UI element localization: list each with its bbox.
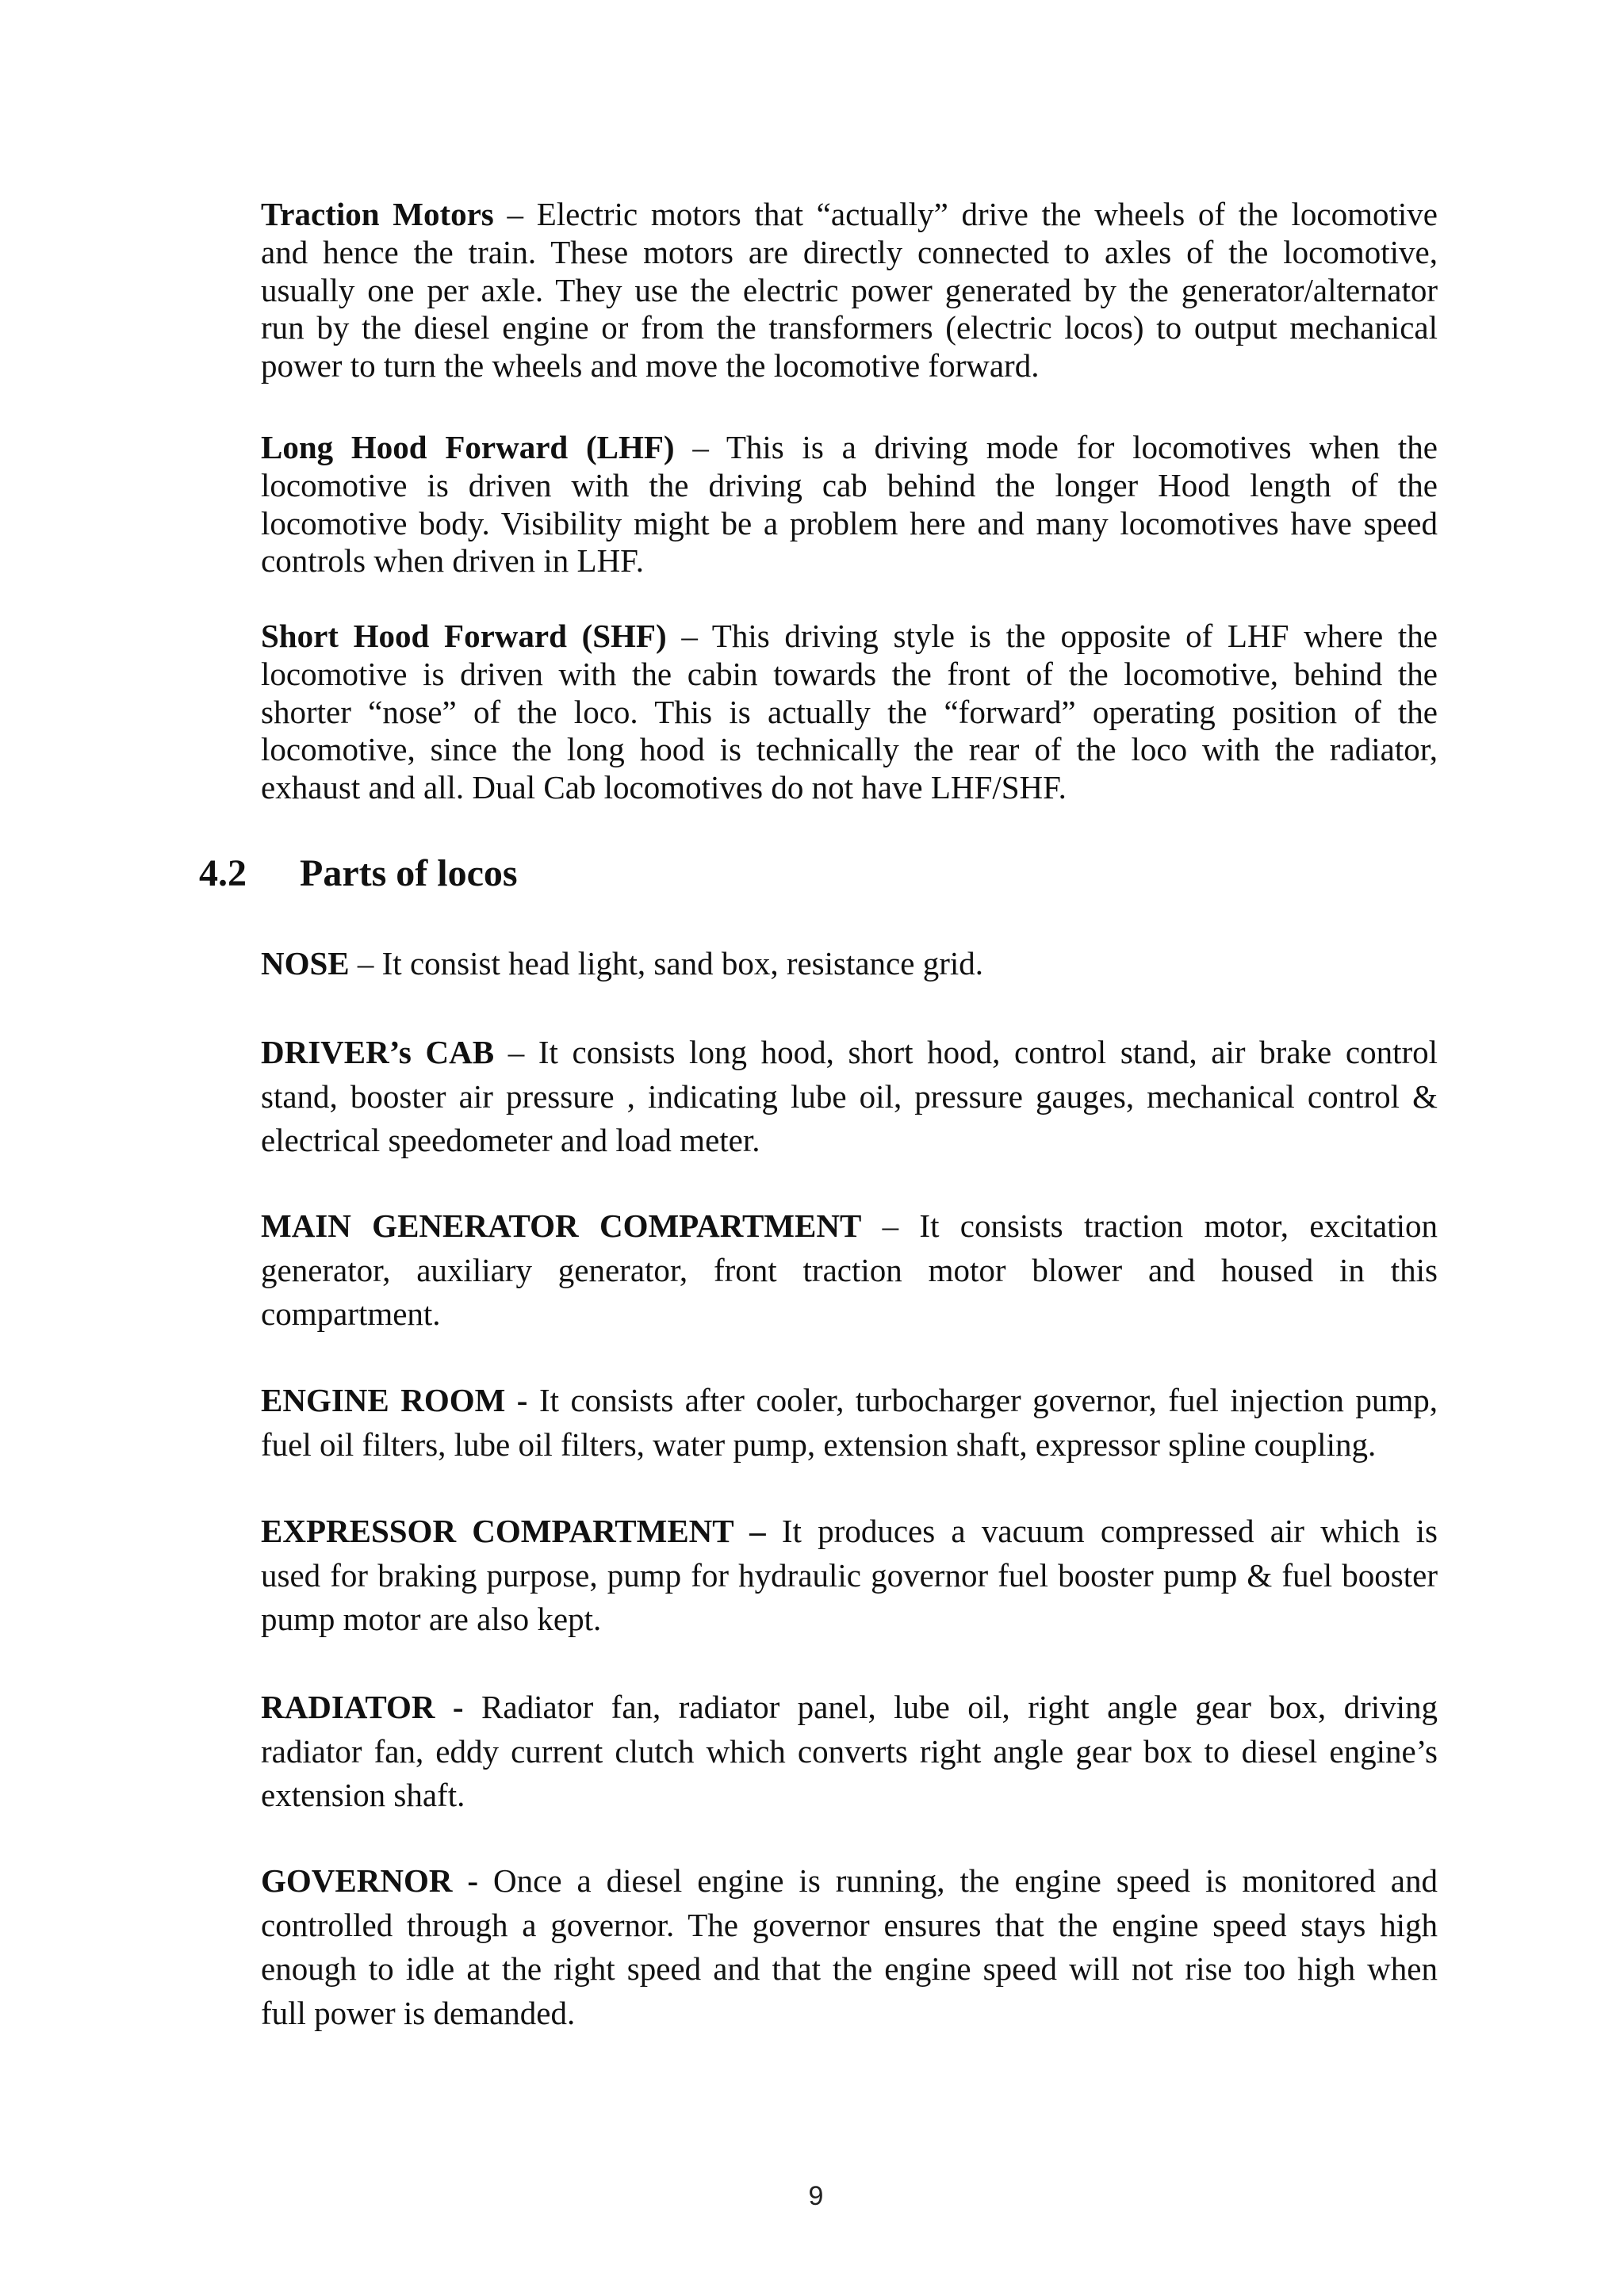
text-line — [261, 196, 1438, 234]
text-line — [261, 1379, 1438, 1423]
text-line-content: It produces a vacuum compressed air which is — [781, 1513, 1438, 1549]
text-line: locomotive is driven with the driving cab behind the longer Hood length of the — [261, 466, 1438, 503]
text-line: controlled through a governor. The governor ensures that the engine speed stays high — [261, 1906, 1438, 1943]
text-line: locomotive body. Visibility might be a problem here and many locomotives have speed — [261, 504, 1438, 541]
text-line — [261, 1204, 1438, 1249]
part-term: GOVERNOR - — [261, 1862, 479, 1899]
text-line: locomotive, since the long hood is technically the rear of the loco with the radiator, — [261, 731, 1438, 768]
part-term: DRIVER’s CAB — [261, 1034, 495, 1070]
text-line: fuel oil filters, lube oil filters, water pump, extension shaft, expressor spline coupling. — [261, 1425, 1377, 1463]
text-line-content: – It consists traction motor, excitation — [882, 1207, 1438, 1244]
definition-term: Short Hood Forward (SHF) — [261, 618, 667, 654]
text-line: power to turn the wheels and move the locomotive forward. — [261, 347, 1040, 385]
part-term: EXPRESSOR COMPARTMENT – — [261, 1513, 766, 1549]
text-line-content: Radiator fan, radiator panel, lube oil, right angle gear box, driving — [481, 1689, 1438, 1725]
text-line: shorter “nose” of the loco. This is actually the “forward” operating position of the — [261, 693, 1438, 730]
part-engine-room — [261, 1379, 1438, 1467]
text-line — [261, 942, 1438, 986]
text-line — [261, 618, 1438, 656]
text-line: generator, auxiliary generator, front traction motor blower and housed in this — [261, 1251, 1438, 1288]
text-line: enough to idle at the right speed and that the engine speed will not rise too high when — [261, 1950, 1438, 1988]
text-line-content: – It consists long hood, short hood, control stand, air brake control — [508, 1034, 1438, 1070]
part-main-generator-compartment — [261, 1204, 1438, 1337]
part-drivers-cab — [261, 1031, 1438, 1163]
text-line: compartment. — [261, 1295, 441, 1333]
part-nose — [261, 942, 1438, 986]
text-line-content: – This is a driving mode for locomotives when the — [692, 429, 1438, 465]
text-line: exhaust and all. Dual Cab locomotives do not have LHF/SHF. — [261, 769, 1067, 806]
text-line: run by the diesel engine or from the transformers (electric locos) to output mechanical — [261, 309, 1438, 346]
definition-term: Traction Motors — [261, 196, 494, 232]
text-line-content: – It consist head light, sand box, resistance grid. — [357, 945, 983, 982]
text-line-content: Once a diesel engine is running, the engine speed is monitored and — [493, 1862, 1438, 1899]
text-line: pump motor are also kept. — [261, 1601, 602, 1638]
text-line-content: – Electric motors that “actually” drive the wheels of the locomotive — [507, 196, 1438, 232]
definition-short-hood-forward — [261, 618, 1438, 807]
definition-traction-motors — [261, 196, 1438, 385]
text-line: radiator fan, eddy current clutch which converts right angle gear box to diesel engine’s — [261, 1732, 1438, 1770]
text-line: used for braking purpose, pump for hydraulic governor fuel booster pump & fuel booster — [261, 1556, 1438, 1594]
text-line — [261, 1859, 1438, 1904]
part-governor — [261, 1859, 1438, 2036]
part-term: MAIN GENERATOR COMPARTMENT — [261, 1207, 862, 1244]
definition-long-hood-forward — [261, 429, 1438, 580]
page-number: 9 — [808, 2181, 824, 2211]
section-heading — [0, 851, 1624, 896]
text-line-content: It consists after cooler, turbocharger governor, fuel injection pump, — [538, 1382, 1438, 1418]
part-radiator — [261, 1686, 1438, 1818]
definition-term: Long Hood Forward (LHF) — [261, 429, 675, 465]
text-line — [261, 1686, 1438, 1730]
text-line: usually one per axle. They use the electric power generated by the generator/alternator — [261, 271, 1438, 308]
text-line — [261, 1510, 1438, 1554]
text-line: electrical speedometer and load meter. — [261, 1122, 760, 1159]
part-term: RADIATOR - — [261, 1689, 464, 1725]
text-line: controls when driven in LHF. — [261, 542, 644, 580]
section-title: Parts of locos — [300, 852, 518, 894]
text-line: stand, booster air pressure , indicating lube oil, pressure gauges, mechanical control & — [261, 1077, 1438, 1115]
text-line: locomotive is driven with the cabin towards the front of the locomotive, behind the — [261, 655, 1438, 692]
text-line: and hence the train. These motors are directly connected to axles of the locomotive, — [261, 233, 1438, 270]
section-number: 4.2 — [199, 852, 247, 894]
text-line — [261, 429, 1438, 467]
text-line-content: – This driving style is the opposite of LHF where the — [681, 618, 1438, 654]
text-line: full power is demanded. — [261, 1995, 576, 2032]
part-term: ENGINE ROOM - — [261, 1382, 528, 1418]
part-expressor-compartment — [261, 1510, 1438, 1642]
text-line: extension shaft. — [261, 1777, 465, 1814]
text-line — [261, 1031, 1438, 1075]
part-term: NOSE — [261, 945, 350, 982]
